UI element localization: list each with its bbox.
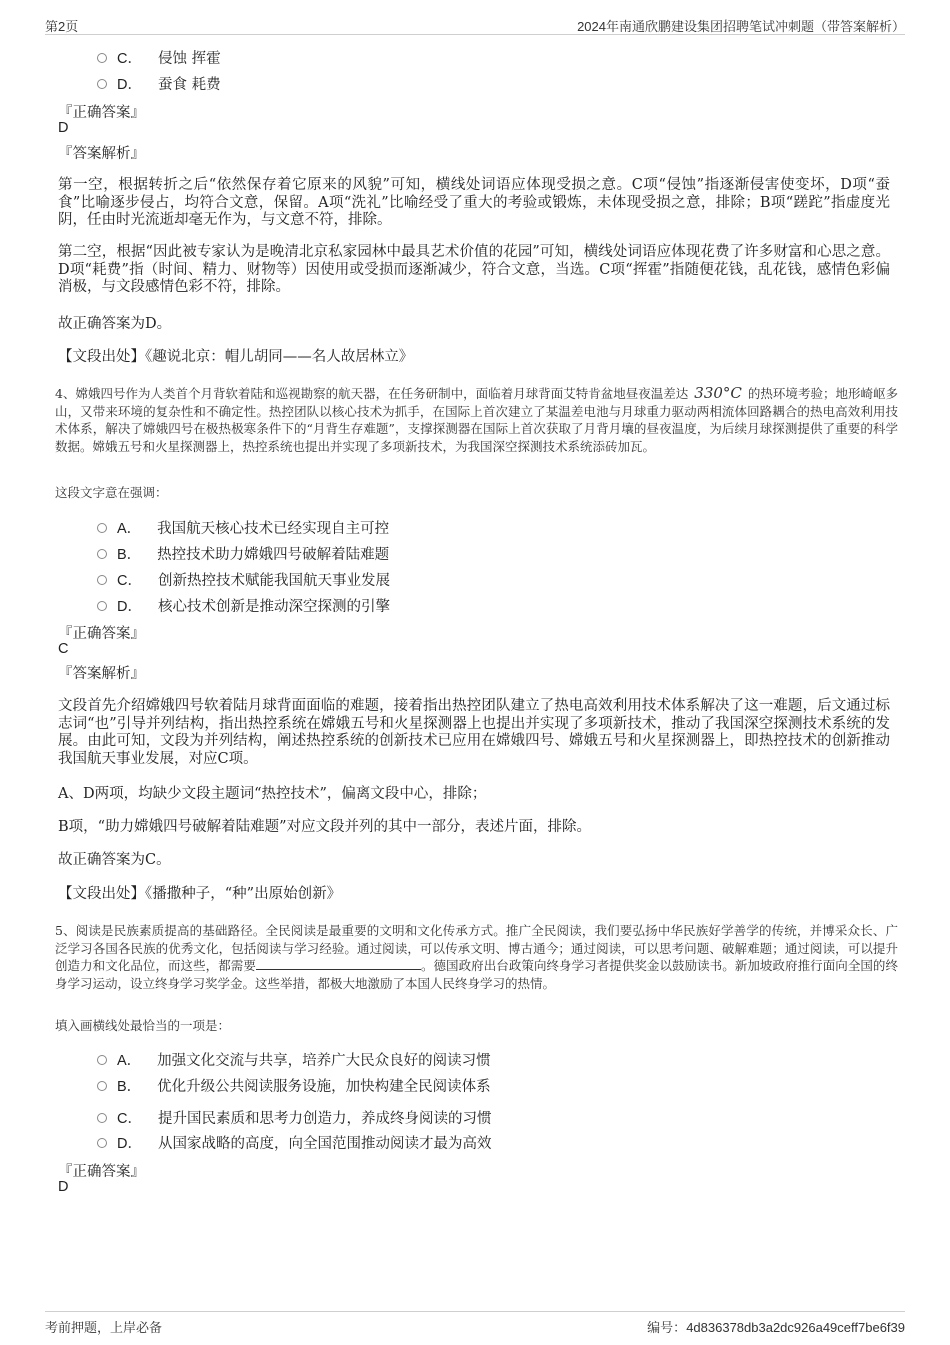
footer-slogan: 考前押题，上岸必备 <box>45 1320 163 1335</box>
analysis-conclusion: 故正确答案为D。 <box>58 316 172 332</box>
answer-label: 『正确答案』 <box>58 105 145 121</box>
page-number: 第2页 <box>45 19 79 34</box>
radio-icon[interactable] <box>97 1138 107 1148</box>
option-b[interactable]: B． 优化升级公共阅读服务设施，加快构建全民阅读体系 <box>97 1075 491 1096</box>
radio-icon[interactable] <box>97 1081 107 1091</box>
analysis-paragraph: B项，“助力嫦娥四号破解着陆难题”对应文段并列的其中一部分，表述片面，排除。 <box>58 819 591 835</box>
document-title: 2024年南通欣鹏建设集团招聘笔试冲刺题（带答案解析） <box>577 19 905 34</box>
radio-icon[interactable] <box>97 549 107 559</box>
radio-icon[interactable] <box>97 601 107 611</box>
answer-label: 『正确答案』 <box>58 626 145 642</box>
option-c[interactable]: C． 提升国民素质和思考力创造力，养成终身阅读的习惯 <box>97 1107 491 1128</box>
source-citation: 【文段出处】《播撒种子，“种”出原始创新》 <box>58 886 342 902</box>
radio-icon[interactable] <box>97 1055 107 1065</box>
analysis-paragraph: 第一空，根据转折之后“依然保存着它原来的风貌”可知，横线处词语应体现受损之意。C项“侵蚀”指逐渐侵害使变坏，D项“蚕食”比喻逐步侵占，均符合文意，保留。A项“洗礼”比喻经受了重大的考验或锻炼，未体现受损之意，排除；B项“蹉跎”指虚度光阴，任由时光流逝却毫无作为，与文意不符，排除。 <box>58 177 890 228</box>
question-prompt: 填入画横线处最恰当的一项是： <box>55 1018 231 1033</box>
page-footer <box>45 1311 905 1336</box>
option-d[interactable]: D． 核心技术创新是推动深空探测的引擎 <box>97 595 390 616</box>
radio-icon[interactable] <box>97 1113 107 1123</box>
question-prompt: 这段文字意在强调： <box>55 485 168 500</box>
page-header <box>45 12 905 35</box>
analysis-paragraph: 第二空，根据“因此被专家认为是晚清北京私家园林中最具艺术价值的花园”可知，横线处词语应体现花费了许多财富和心思之意。D项“耗费”指（时间、精力、财物等）因使用或受损而逐渐减少，符合文意，当选。C项“挥霍”指随便花钱，乱花钱，感情色彩偏消极，与文段感情色彩不符，排除。 <box>58 244 890 295</box>
source-citation: 【文段出处】《趣说北京：帽儿胡同——名人故居林立》 <box>58 349 414 365</box>
question-stem: 5、阅读是民族素质提高的基础路径。全民阅读是最重要的文明和文化传承方式。推广全民阅读，我们要弘扬中华民族好学善学的传统，并博采众长、广泛学习各国各民族的优秀文化，包括阅读与学习经验。通过阅读，可以传承文明、博古通今；通过阅读，可以思考问题、破解难题；通过阅读，可以提升创造力和文化品位，而这些，都需要 。德国政府出台政策向终身学习者提供奖金以鼓励读书。新加坡政府推行面向全国的终身学习运动，设立终身学习奖学金。这些举措，都极大地激励了本国人民终身学习的热情。 <box>55 923 898 991</box>
analysis-conclusion: 故正确答案为C。 <box>58 852 171 868</box>
option-b[interactable]: B． 热控技术助力嫦娥四号破解着陆难题 <box>97 543 389 564</box>
answer-value: D <box>58 1179 69 1195</box>
answer-blank <box>256 957 421 970</box>
answer-value: C <box>58 641 69 657</box>
answer-value: D <box>58 120 69 136</box>
radio-icon[interactable] <box>97 79 107 89</box>
radio-icon[interactable] <box>97 575 107 585</box>
radio-icon[interactable] <box>97 523 107 533</box>
radio-icon[interactable] <box>97 53 107 63</box>
analysis-paragraph: 文段首先介绍嫦娥四号软着陆月球背面面临的难题，接着指出热控团队建立了热电高效利用技术体系解决了这一难题，后文通过标志词“也”引导并列结构，指出热控系统在嫦娥五号和火星探测器上也提出并实现了多项新技术，推动了我国深空探测技术系统的发展。由此可知，文段为并列结构，阐述热控系统的创新技术已应用在嫦娥四号、嫦娥五号和火星探测器上，即热控技术的创新推动我国航天事业发展，对应C项。 <box>58 698 890 767</box>
temperature-value: 330°C <box>694 384 742 402</box>
option-c[interactable]: C． 侵蚀 挥霍 <box>97 47 221 68</box>
option-c[interactable]: C． 创新热控技术赋能我国航天事业发展 <box>97 569 390 590</box>
document-code: 编号：4d836378db3a2dc926a49ceff7be6f39 <box>647 1320 905 1335</box>
question-stem: 4、嫦娥四号作为人类首个月背软着陆和巡视勘察的航天器，在任务研制中，面临着月球背面艾特肯盆地昼夜温差达 330°C 的热环境考验；地形崎岖多山，又带来环境的复杂性和不确定性。热控团队以核心技术为抓手，在国际上首次建立了某温差电池与月球重力驱动两相流体回路耦合的热电高效利用技术体系，解决了嫦娥四号在极热极寒条件下的“月背生存难题”，支撑探测器在国际上首次获取了月背月壤的昼夜温度，为后续月球探测提供了重要的科学数据。嫦娥五号和火星探测器上，热控系统也提出并实现了多项新技术，为我国深空探测技术系统添砖加瓦。 <box>55 384 898 454</box>
analysis-label: 『答案解析』 <box>58 666 145 682</box>
answer-label: 『正确答案』 <box>58 1164 145 1180</box>
option-a[interactable]: A． 我国航天核心技术已经实现自主可控 <box>97 517 389 538</box>
option-d[interactable]: D． 从国家战略的高度，向全国范围推动阅读才最为高效 <box>97 1132 491 1153</box>
analysis-paragraph: A、D两项，均缺少文段主题词“热控技术”，偏离文段中心，排除； <box>58 786 487 802</box>
option-d[interactable]: D． 蚕食 耗费 <box>97 73 221 94</box>
option-a[interactable]: A． 加强文化交流与共享，培养广大民众良好的阅读习惯 <box>97 1049 491 1070</box>
analysis-label: 『答案解析』 <box>58 146 145 162</box>
